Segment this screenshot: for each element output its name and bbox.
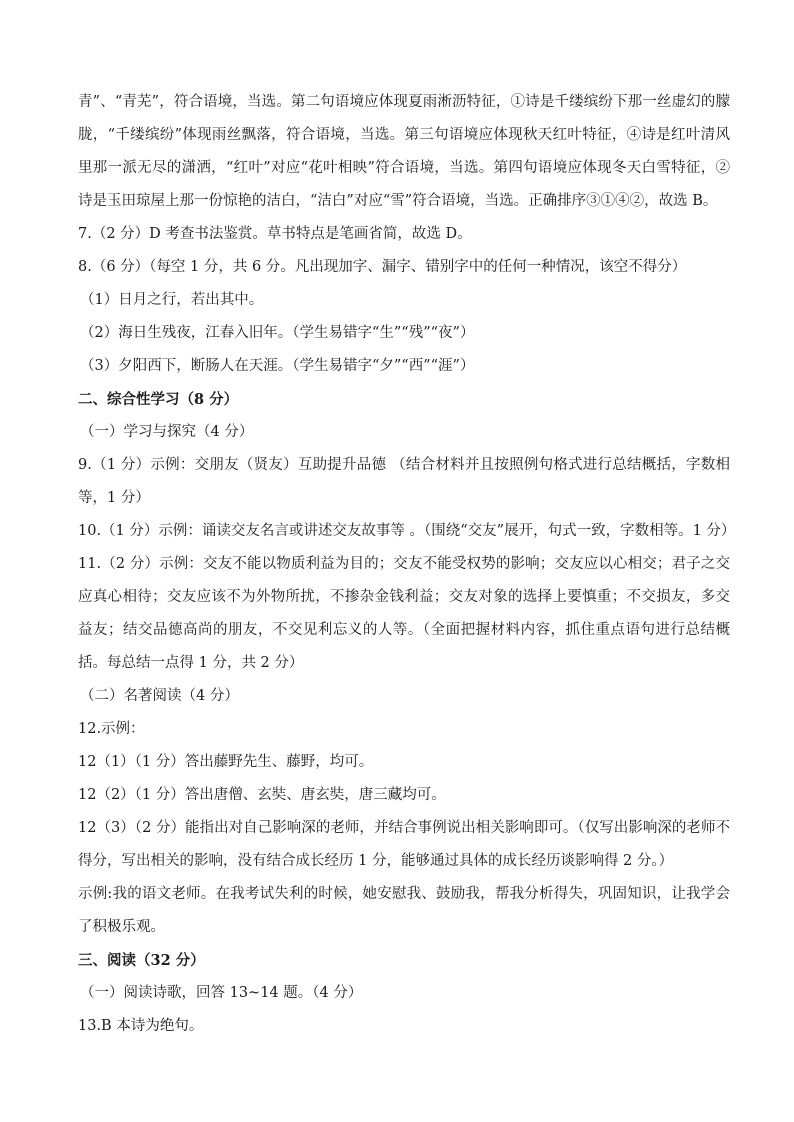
answer-12-example: 示例:我的语文老师。在我考试失利的时候，她安慰我、鼓励我，帮我分析得失，巩固知识，让我学会了积极乐观。 — [78, 886, 730, 935]
paragraph-6-explanation: 青”、“青芜”，符合语境，当选。第二句语境应体现夏雨淅沥特征，①诗是千缕缤纷下那一丝虚幻的朦胧，“千缕缤纷”体现雨丝飘落，符合语境，当选。第三句语境应体现秋天红叶特征，④诗是红叶清风里那一派无尽的潇洒，“红叶”对应“花叶相映”符合语境，当选。第四句语境应体现冬天白雪特征，②诗是玉田琼屋上那一份惊艳的洁白，“洁白”对应“雪”符合语境，当选。正确排序③①④②，故选 B。 — [78, 94, 730, 209]
answer-12-3: 12（3）（2 分）能指出对自己影响深的老师，并结合事例说出相关影响即可。（仅写出影响深的老师不得分，写出相关的影响，没有结合成长经历 1 分，能够通过具体的成长经历谈影响得 2 分。） — [78, 820, 730, 869]
answer-key-body — [78, 86, 736, 1043]
answer-10: 10.（1 分）示例：诵读交友名言或讲述交友故事等 。（围绕“交友”展开，句式一致，字数相等。1 分） — [78, 523, 736, 539]
subsection-1-title: （一）学习与探究（4 分） — [80, 424, 254, 440]
answer-8-1: （1）日月之行，若出其中。 — [80, 292, 264, 308]
answer-8-2: （2）海日生残夜，江春入旧年。（学生易错字“生”“残”“夜”） — [80, 325, 475, 341]
answer-13: 13.B 本诗为绝句。 — [78, 1018, 204, 1034]
answer-12-1: 12（1）（1 分）答出藤野先生、藤野，均可。 — [78, 754, 374, 770]
answer-12-2: 12（2）（1 分）答出唐僧、玄奘、唐玄奘，唐三藏均可。 — [78, 787, 446, 803]
answer-9: 9.（1 分）示例：交朋友（贤友）互助提升品德 （结合材料并且按照例句格式进行总结概括，字数相等，1 分） — [78, 457, 730, 506]
answer-11: 11.（2 分）示例：交友不能以物质利益为目的；交友不能受权势的影响；交友应以心相交；君子之交应真心相待；交友应该不为外物所扰，不掺杂金钱利益；交友对象的选择上要慎重；不交损友，多交益友；结交品德高尚的朋友，不交见利忘义的人等。（全面把握材料内容，抓住重点语句进行总结概括。每总结一点得 1 分，共 2 分） — [78, 556, 730, 671]
section-heading-2: 二、综合性学习（8 分） — [78, 391, 239, 408]
answer-12-label: 12.示例： — [78, 721, 145, 737]
subsection-3-title: （一）阅读诗歌，回答 13~14 题。（4 分） — [80, 985, 363, 1001]
answer-8-header: 8.（6 分）（每空 1 分，共 6 分。凡出现加字、漏字、错别字中的任何一种情况，该空不得分） — [78, 259, 687, 275]
answer-7: 7.（2 分）D 考查书法鉴赏。草书特点是笔画省简，故选 D。 — [78, 226, 472, 242]
subsection-2-title: （二）名著阅读（4 分） — [80, 688, 239, 704]
answer-8-3: （3）夕阳西下，断肠人在天涯。（学生易错字“夕”“西”“涯”） — [80, 358, 475, 374]
section-heading-3: 三、阅读（32 分） — [78, 952, 205, 969]
